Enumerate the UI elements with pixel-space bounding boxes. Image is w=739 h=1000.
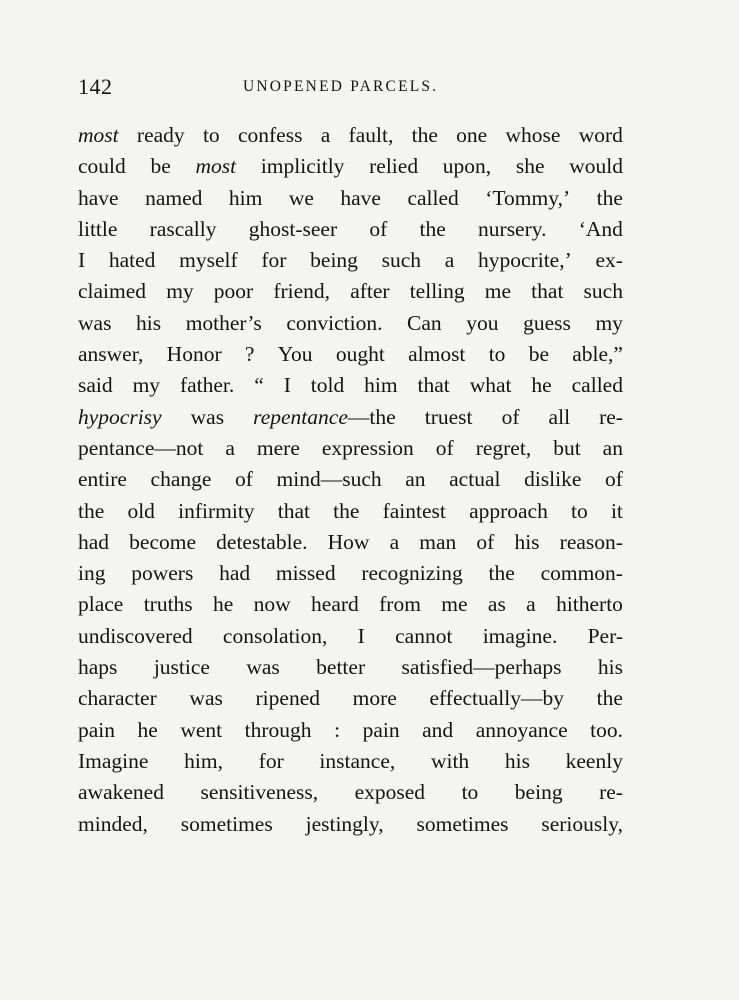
word: the [411,123,438,147]
word: entire [78,467,127,492]
word: the [596,185,623,210]
word: you [466,310,499,335]
word: hitherto [556,592,623,617]
word: instance, [319,748,396,773]
word: to [461,780,479,805]
word: poor [213,279,254,304]
word: as [487,592,506,617]
word: little [78,216,118,241]
word: my [132,373,161,398]
word: being [310,248,358,273]
word: him, [184,748,223,773]
word: through [244,717,312,742]
word: we [288,185,314,210]
word: be [150,154,171,179]
word: truths [143,592,193,617]
word: one [456,123,488,147]
word: was [78,310,112,335]
text-line [78,809,623,840]
word: sometimes [180,811,273,836]
word: of [605,467,623,492]
text-line [78,308,623,339]
word: what [469,373,512,398]
word: confess [237,123,303,147]
text-line [78,214,623,245]
word: actual [449,467,501,492]
text-line [78,339,623,370]
word: me [441,592,468,617]
word: said [78,373,113,398]
word: repentance—the [253,404,396,429]
word: consolation, [222,623,328,648]
word: ex- [595,248,623,273]
word: and [422,717,454,742]
word: place [78,592,124,617]
text-line [78,245,623,276]
word: ‘And [578,216,623,241]
word: be [528,342,549,367]
text-line [78,715,623,746]
text-line [78,276,623,307]
word: most [78,123,119,147]
word: pain [362,717,400,742]
word: named [145,185,203,210]
word: he [137,717,158,742]
word: keenly [565,748,623,773]
word: went [180,717,223,742]
word: recognizing [361,561,463,586]
word: able,” [572,342,623,367]
word: hypocrite,’ [478,248,572,273]
word: from [379,592,421,617]
running-head [78,74,623,104]
word: was [189,686,223,711]
word: my [166,279,194,304]
word: his [504,748,530,773]
word: the [488,561,515,586]
word: with [430,748,470,773]
running-title: UNOPENED PARCELS. [243,78,439,95]
word: a [526,592,536,617]
word: Imagine [78,748,149,773]
text-line [78,433,623,464]
word: more [352,686,397,711]
word: whose [505,123,561,147]
word: that [417,373,450,398]
word: I [357,623,365,648]
word: was [190,404,225,429]
word: mind—such [276,467,382,492]
word: approach [469,498,548,523]
word: for [258,748,284,773]
word: minded, [78,811,148,836]
text-line [78,402,623,433]
word: to [488,342,506,367]
word: satisfied—perhaps [401,655,562,680]
word: he [213,592,234,617]
text-line [78,746,623,777]
word: seriously, [541,811,623,836]
word: imagine. [482,623,558,648]
word: exposed [354,780,426,805]
word: almost [408,342,466,367]
word: an [602,435,623,460]
text-line [78,464,623,495]
word: had [78,529,110,554]
word: ghost-seer [248,216,338,241]
word: dislike [524,467,582,492]
word: ready [136,123,185,147]
word: hated [108,248,156,273]
word: him [364,373,398,398]
word: now [253,592,291,617]
word: awakened [78,780,164,805]
word: ? [244,342,255,367]
text-line [78,370,623,401]
word: of [235,467,253,492]
word: ought [335,342,385,367]
word: man [419,529,457,554]
word: better [316,655,366,680]
word: for [261,248,287,273]
word: character [78,686,157,711]
text-line [78,151,623,182]
word: old [127,498,155,523]
word: all [548,404,571,429]
word: justice [153,655,210,680]
word: : [334,717,341,742]
text-line [78,621,623,652]
word: told [310,373,345,398]
word: the [78,498,105,523]
word: ‘Tommy,’ [485,185,571,210]
word: have [340,185,381,210]
word: to [571,498,588,523]
text-line [78,496,623,527]
word: was [246,655,280,680]
word: powers [131,561,194,586]
word: his [597,655,623,680]
text-line [78,777,623,808]
word: re- [599,780,623,805]
word: cannot [395,623,453,648]
word: had [219,561,251,586]
word: of [476,529,495,554]
word: called [571,373,623,398]
word: heard [311,592,359,617]
word: mere [256,435,300,460]
word: of [501,404,520,429]
word: myself [179,248,238,273]
word: of [369,216,388,241]
word: I [283,373,291,398]
word: a [444,248,455,273]
word: an [405,467,426,492]
word: Can [407,310,442,335]
word: regret, [475,435,532,460]
text-line [78,589,623,620]
word: expression [321,435,414,460]
word: How [327,529,370,554]
word: reason- [559,529,623,554]
word: answer, [78,342,144,367]
word: a [320,123,331,147]
word: upon, [442,154,492,179]
text-line [78,558,623,589]
word: relied [369,154,419,179]
word: the [333,498,360,523]
word: to [202,123,220,147]
word: sensitiveness, [200,780,319,805]
word: called [407,185,459,210]
word: mother’s [185,310,262,335]
word: hypocrisy [78,404,162,429]
word: but [553,435,581,460]
word: friend, [273,279,331,304]
word: annoyance [475,717,568,742]
word: ing [78,561,106,586]
word: “ [254,373,264,398]
word: common- [540,561,623,586]
word: of [435,435,454,460]
word: would [569,154,623,179]
word: re- [599,404,623,429]
word: telling [409,279,465,304]
word: missed [275,561,336,586]
word: I [78,248,86,273]
word: You [277,342,313,367]
word: nursery. [478,216,547,241]
word: a [389,529,400,554]
text-line [78,652,623,683]
word: word [578,123,623,147]
word: he [531,373,552,398]
word: after [350,279,390,304]
word: jestingly, [305,811,384,836]
word: conviction. [286,310,383,335]
word: his [136,310,162,335]
text-line [78,183,623,214]
text-line [78,683,623,714]
word: such [381,248,422,273]
word: faintest [382,498,446,523]
word: most [195,154,237,179]
word: become [129,529,197,554]
word: a [225,435,235,460]
text-line [78,120,623,151]
word: effectually—by [429,686,565,711]
word: have [78,185,119,210]
word: that [277,498,310,523]
word: could [78,154,126,179]
word: it [610,498,623,523]
word: being [514,780,563,805]
word: my [595,310,623,335]
word: sometimes [416,811,509,836]
word: father. [179,373,235,398]
word: rascally [149,216,217,241]
word: claimed [78,279,147,304]
page-number: 142 [78,74,113,99]
word: his [514,529,540,554]
word: such [583,279,623,304]
word: too. [590,717,623,742]
word: she [515,154,545,179]
word: him [228,185,263,210]
word: undiscovered [78,623,193,648]
word: infirmity [178,498,255,523]
word: me [484,279,512,304]
body-text [78,120,623,840]
word: change [150,467,212,492]
word: pentance—not [78,435,204,460]
word: Per- [587,623,623,648]
word: that [531,279,564,304]
word: Honor [166,342,222,367]
word: fault, [348,123,394,147]
word: ripened [255,686,320,711]
word: implicitly [260,154,345,179]
word: truest [424,404,473,429]
word: detestable. [216,529,308,554]
word: haps [78,655,118,680]
word: the [419,216,446,241]
word: guess [523,310,571,335]
text-line [78,527,623,558]
word: pain [78,717,116,742]
word: the [596,686,623,711]
